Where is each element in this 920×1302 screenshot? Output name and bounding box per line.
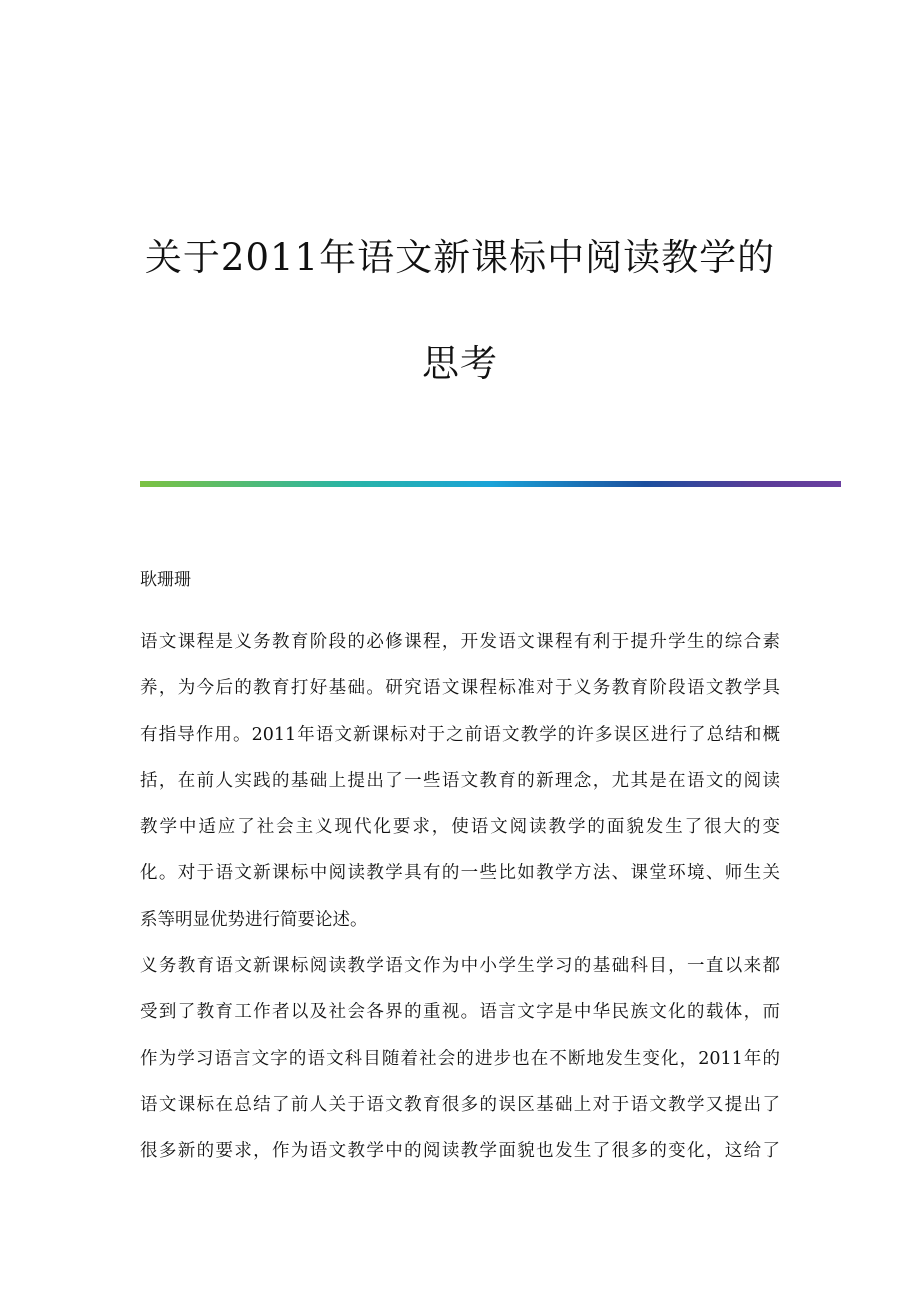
- document-title: [0, 205, 920, 417]
- paragraph-line: 教学中适应了社会主义现代化要求，使语文阅读教学的面貌发生了很大的变: [140, 817, 780, 838]
- paragraph-line: 语文课程是义务教育阶段的必修课程，开发语文课程有利于提升学生的综合素: [140, 632, 780, 652]
- paragraph-line: 系等明显优势进行简要论述。: [140, 909, 368, 930]
- paragraph-line: 养，为今后的教育打好基础。研究语文课程标准对于义务教育阶段语文教学具: [140, 678, 780, 699]
- paragraph-line: 作为学习语言文字的语文科目随着社会的进步也在不断地发生变化，2011年的: [140, 1048, 780, 1069]
- paragraph-line: 受到了教育工作者以及社会各界的重视。语言文字是中华民族文化的载体，而: [140, 1002, 780, 1023]
- gradient-divider: [140, 481, 841, 487]
- paragraph-line: 语文课标在总结了前人关于语文教育很多的误区基础上对于语文教学又提出了: [140, 1094, 780, 1115]
- paragraph-2: [140, 943, 780, 1174]
- paragraph-line: 括，在前人实践的基础上提出了一些语文教育的新理念，尤其是在语文的阅读: [140, 770, 780, 791]
- paragraph-line: 义务教育语文新课标阅读教学语文作为中小学生学习的基础科目，一直以来都: [140, 956, 780, 977]
- paragraph-line: 化。对于语文新课标中阅读教学具有的一些比如教学方法、课堂环境、师生关: [140, 863, 780, 884]
- title-line-1: 关于2011年语文新课标中阅读教学的: [144, 236, 776, 279]
- paragraph-line: 有指导作用。2011年语文新课标对于之前语文教学的许多误区进行了总结和概: [140, 724, 780, 745]
- paragraph-line: 很多新的要求，作为语文教学中的阅读教学面貌也发生了很多的变化，这给了: [140, 1141, 780, 1162]
- title-line-2: 思考: [422, 342, 498, 385]
- body-text: [140, 619, 780, 1175]
- author-name: 耿珊珊: [140, 570, 191, 590]
- paragraph-1: [140, 619, 780, 943]
